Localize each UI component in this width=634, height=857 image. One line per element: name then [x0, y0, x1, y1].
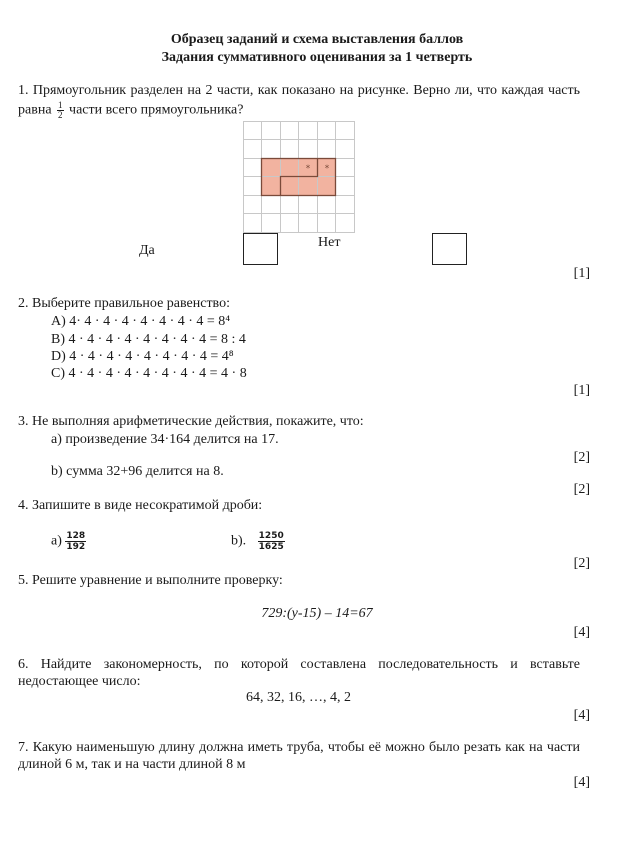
q3-a-score: [2]: [573, 450, 590, 465]
q1-score: [1]: [573, 266, 590, 281]
q2-option-b: B) 4 · 4 · 4 · 4 · 4 · 4 · 4 · 4 = 8 : 4: [51, 332, 246, 347]
q2-option-d: D) 4 · 4 · 4 · 4 · 4 · 4 · 4 · 4 = 4⁸: [51, 349, 234, 364]
q1-frac-num: 1: [58, 100, 63, 110]
q5-equation: 729:(y-15) – 14=67: [261, 606, 373, 621]
title-line-2: Задания суммативного оценивания за 1 четверть: [161, 50, 473, 65]
q4-text: 4. Запишите в виде несократимой дроби:: [18, 498, 263, 513]
q2-text: 2. Выберите правильное равенство:: [18, 296, 230, 311]
q1-yes-checkbox[interactable]: [243, 233, 278, 265]
q1-text-post: части всего прямоугольника?: [69, 102, 244, 118]
rectangle-grid-figure: [243, 121, 355, 233]
q4-a-label: а): [51, 533, 62, 549]
q2-score: [1]: [573, 383, 590, 398]
q1-frac-den: 2: [58, 110, 63, 120]
q1-no-label: Нет: [318, 235, 341, 250]
q1-fraction: [57, 101, 64, 120]
q1-text-pre: равна: [18, 102, 52, 118]
q4-score: [2]: [573, 556, 590, 571]
q2-option-c: C) 4 · 4 · 4 · 4 · 4 · 4 · 4 · 4 = 4 · 8: [51, 366, 247, 381]
q1-yes-label: Да: [139, 243, 155, 258]
q3-part-a: а) произведение 34·164 делится на 17.: [51, 432, 279, 447]
q6-text-line-2: недостающее число:: [18, 674, 141, 689]
q1-text-line-1: 1. Прямоугольник разделен на 2 части, как показано на рисунке. Верно ли, что каждая часть: [18, 83, 580, 98]
q4-part-a: [51, 531, 86, 552]
q3-text: 3. Не выполняя арифметические действия, покажите, что:: [18, 414, 364, 429]
q4-part-b: [231, 531, 285, 552]
star-mark-2: *: [324, 164, 330, 174]
q7-text-line-2: длиной 6 м, так и на части длиной 8 м: [18, 757, 246, 772]
q7-text-line-1: 7. Какую наименьшую длину должна иметь труба, чтобы её можно было резать как на части: [18, 740, 580, 755]
q2-option-a: A) 4· 4 · 4 · 4 · 4 · 4 · 4 · 4 = 8⁴: [51, 314, 231, 329]
q1-no-checkbox[interactable]: [432, 233, 467, 265]
q7-score: [4]: [573, 775, 590, 790]
q4-b-fraction: [258, 531, 285, 552]
title-line-1: Образец заданий и схема выставления баллов: [170, 32, 464, 47]
q6-score: [4]: [573, 708, 590, 723]
q4-b-label: b).: [231, 533, 247, 549]
q4-a-den: 192: [66, 542, 86, 552]
q5-text: 5. Решите уравнение и выполните проверку:: [18, 573, 283, 588]
q4-b-den: 1625: [258, 542, 284, 552]
q3-b-score: [2]: [573, 482, 590, 497]
q6-sequence: 64, 32, 16, …, 4, 2: [246, 690, 351, 705]
q4-b-num: 1250: [258, 531, 284, 541]
star-mark-1: *: [305, 164, 311, 174]
q4-a-num: 128: [66, 531, 86, 541]
q3-part-b: b) сумма 32+96 делится на 8.: [51, 464, 224, 479]
q5-score: [4]: [573, 625, 590, 640]
q6-text-line-1: 6. Найдите закономерность, по которой составлена последовательность и вставьте: [18, 657, 580, 672]
q4-a-fraction: [65, 531, 86, 552]
q1-text-line-2: [18, 101, 243, 120]
